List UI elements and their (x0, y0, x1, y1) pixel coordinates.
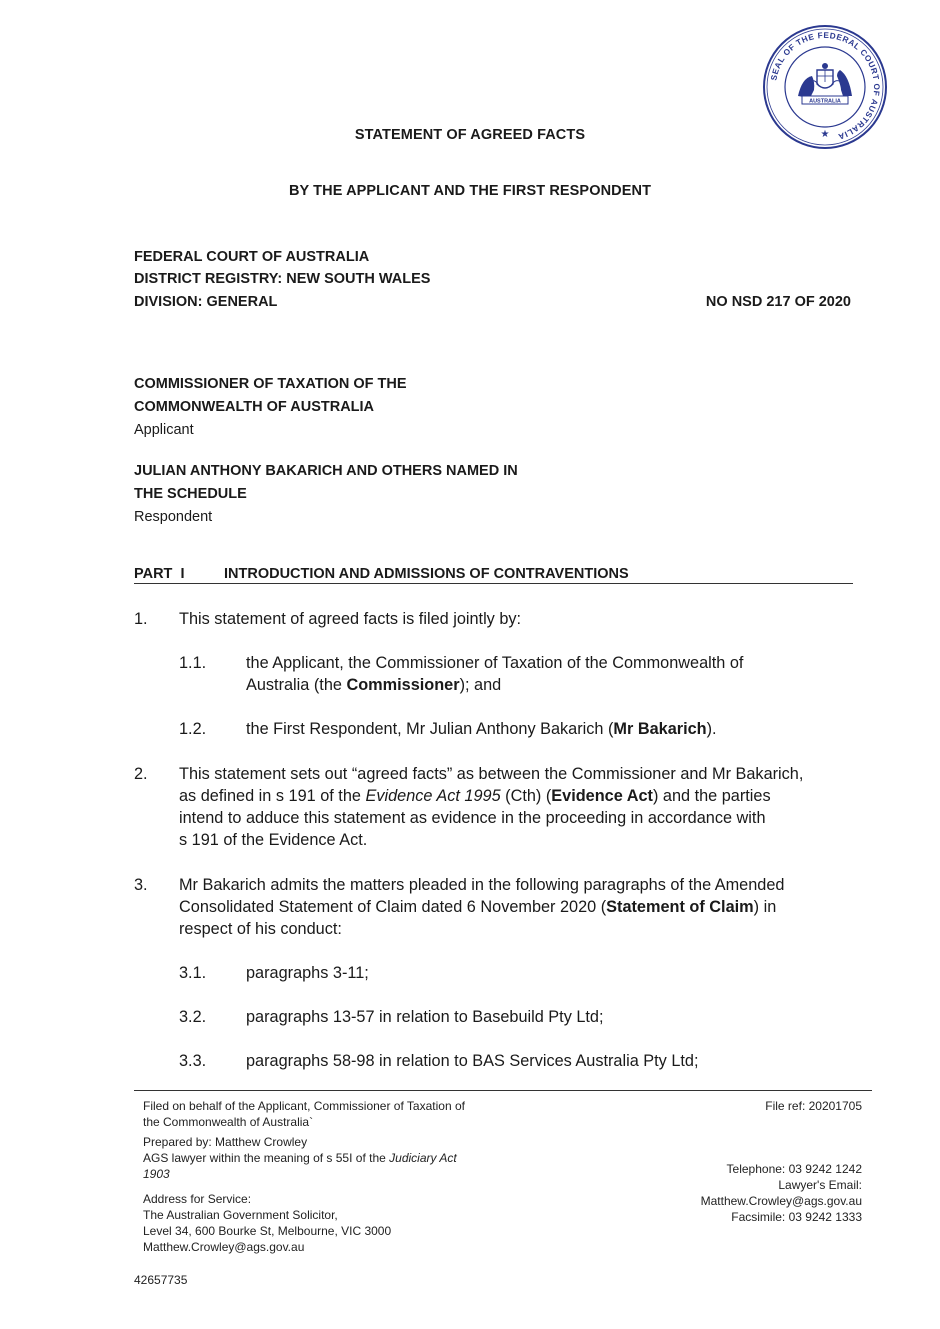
para-3-line3: respect of his conduct: (179, 920, 342, 938)
lawyer-email-label: Lawyer's Email: (778, 1178, 862, 1192)
para-2-line2: as defined in s 191 of the Evidence Act 1995 (Cth) (Evidence Act) and the parties (179, 787, 771, 805)
document-title: STATEMENT OF AGREED FACTS (354, 127, 586, 143)
para-1-1-line2: Australia (the Commissioner); and (246, 676, 502, 694)
respondent-name-line2: THE SCHEDULE (134, 486, 247, 502)
para-3-1-text: paragraphs 3-11; (246, 964, 369, 982)
defined-term-statement-of-claim: Statement of Claim (606, 898, 754, 916)
defined-term-evidence-act: Evidence Act (551, 787, 653, 805)
address-label: Address for Service: (143, 1192, 252, 1206)
para-1-2-text: the First Respondent, Mr Julian Anthony Bakarich (Mr Bakarich). (246, 720, 717, 738)
court-division: DIVISION: GENERAL (134, 294, 278, 310)
address-line1: The Australian Government Solicitor, (143, 1208, 338, 1222)
filed-on-behalf-line2: the Commonwealth of Australia` (143, 1115, 314, 1129)
address-line2: Level 34, 600 Bourke St, Melbourne, VIC 3000 (143, 1224, 392, 1238)
ags-lawyer-line1: AGS lawyer within the meaning of s 55I of the Judiciary Act (143, 1151, 457, 1165)
seal-banner-text: AUSTRALIA (809, 98, 841, 105)
para-1-1-number: 1.1. (179, 654, 207, 672)
para-2-line1: This statement sets out “agreed facts” as between the Commissioner and Mr Bakarich, (179, 765, 804, 783)
para-3-line2: Consolidated Statement of Claim dated 6 November 2020 (Statement of Claim) in (179, 898, 777, 916)
para-3-3-number: 3.3. (179, 1052, 207, 1070)
para-2-number: 2. (134, 765, 148, 783)
ags-lawyer-line2: 1903 (143, 1167, 170, 1181)
address-email: Matthew.Crowley@ags.gov.au (143, 1240, 305, 1254)
part-heading (134, 566, 853, 584)
footer-divider (134, 1090, 872, 1091)
para-3-2-text: paragraphs 13-57 in relation to Basebuild Pty Ltd; (246, 1008, 604, 1026)
court-registry: DISTRICT REGISTRY: NEW SOUTH WALES (134, 271, 431, 287)
para-3-2-number: 3.2. (179, 1008, 207, 1026)
applicant-role: Applicant (134, 422, 194, 438)
act-title-evidence-act: Evidence Act 1995 (365, 787, 501, 805)
prepared-by: Prepared by: Matthew Crowley (143, 1135, 308, 1149)
facsimile: Facsimile: 03 9242 1333 (731, 1210, 862, 1224)
defined-term-mr-bakarich: Mr Bakarich (613, 720, 707, 738)
para-2-line3: intend to adduce this statement as evidence in the proceeding in accordance with (179, 809, 766, 827)
document-id: 42657735 (134, 1273, 188, 1287)
applicant-name-line1: COMMISSIONER OF TAXATION OF THE (134, 376, 407, 392)
para-1-text: This statement of agreed facts is filed jointly by: (179, 610, 522, 628)
defined-term-commissioner: Commissioner (346, 676, 460, 694)
file-number: NO NSD 217 OF 2020 (705, 294, 851, 310)
part-number: PART I (134, 566, 185, 582)
lawyer-email: Matthew.Crowley@ags.gov.au (700, 1194, 862, 1208)
telephone: Telephone: 03 9242 1242 (726, 1162, 862, 1176)
document-subtitle: BY THE APPLICANT AND THE FIRST RESPONDENT (288, 183, 652, 199)
seal-star-icon: ★ (820, 129, 830, 140)
filed-on-behalf-line1: Filed on behalf of the Applicant, Commissioner of Taxation of (143, 1099, 465, 1113)
seal-ring-text: SEAL OF THE FEDERAL COURT OF AUSTRALIA (769, 30, 882, 142)
para-3-3-text: paragraphs 58-98 in relation to BAS Services Australia Pty Ltd; (246, 1052, 699, 1070)
applicant-name-line2: COMMONWEALTH OF AUSTRALIA (134, 399, 375, 415)
para-1-2-number: 1.2. (179, 720, 207, 738)
court-name: FEDERAL COURT OF AUSTRALIA (134, 249, 370, 265)
para-3-number: 3. (134, 876, 148, 894)
respondent-name-line1: JULIAN ANTHONY BAKARICH AND OTHERS NAMED IN (134, 463, 518, 479)
para-2-line4: s 191 of the Evidence Act. (179, 831, 368, 849)
para-1-number: 1. (134, 610, 148, 628)
para-3-1-number: 3.1. (179, 964, 207, 982)
para-3-line1: Mr Bakarich admits the matters pleaded in the following paragraphs of the Amended (179, 876, 785, 894)
respondent-role: Respondent (134, 509, 213, 525)
coat-of-arms-icon (798, 63, 852, 98)
file-reference: File ref: 20201705 (765, 1099, 862, 1113)
part-title: INTRODUCTION AND ADMISSIONS OF CONTRAVENTIONS (224, 566, 629, 582)
para-1-1-line1: the Applicant, the Commissioner of Taxation of the Commonwealth of (246, 654, 744, 672)
